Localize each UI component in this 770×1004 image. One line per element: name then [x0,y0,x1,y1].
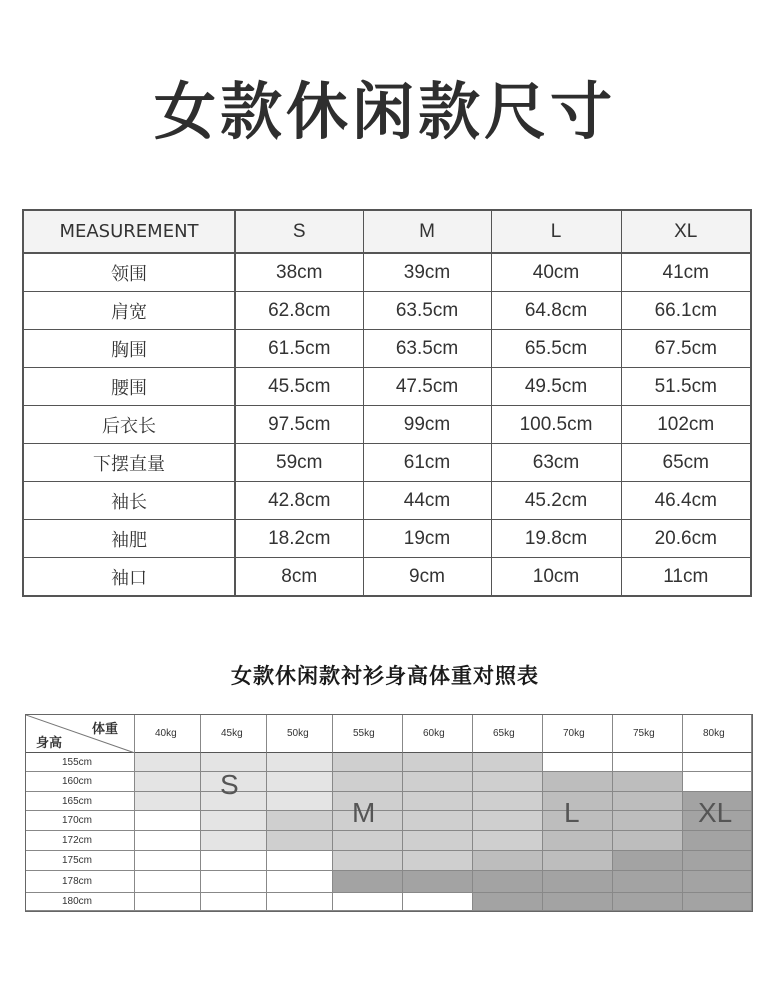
weight-header-label: 45kg [221,728,243,739]
weight-header-cell [201,715,267,753]
size-cell-empty [201,851,267,871]
corner-weight-label: 体重 [91,722,118,737]
height-header-label: 178cm [62,876,93,887]
height-header-label: 160cm [62,776,93,787]
measurement-value: 47.5cm [363,368,491,406]
size-cell-l [473,851,543,871]
size-cell-empty [333,893,403,911]
header-size: S [235,210,363,253]
size-cell-m [473,753,543,772]
size-cell-s [135,792,201,811]
corner-height-label: 身高 [36,736,63,751]
height-header-label: 165cm [62,796,93,807]
measurement-label: 袖长 [23,482,235,520]
size-cell-s [201,811,267,831]
size-cell-m [403,811,473,831]
size-cell-s [201,831,267,851]
size-cell-xl [683,851,752,871]
size-cell-xl [613,851,683,871]
measurement-value: 11cm [621,558,751,597]
size-cell-s [267,772,333,792]
size-cell-xl [543,871,613,893]
size-cell-empty [201,871,267,893]
table-row [23,558,751,597]
height-header-cell [26,792,135,811]
weight-header-cell [683,715,752,753]
size-cell-m [403,831,473,851]
height-header-cell [26,753,135,772]
size-cell-xl [403,871,473,893]
weight-header-cell [333,715,403,753]
size-cell-empty [135,811,201,831]
height-header-cell [26,893,135,911]
weight-header-label: 75kg [633,728,655,739]
measurement-value: 44cm [363,482,491,520]
measurement-value: 51.5cm [621,368,751,406]
table-row [23,292,751,330]
page-title: 女款休闲款尺寸 [153,75,616,148]
size-cell-empty [683,772,752,792]
size-cell-empty [267,851,333,871]
height-header-label: 155cm [62,757,93,768]
measurement-value: 62.8cm [235,292,363,330]
header-size: L [491,210,621,253]
size-cell-empty [403,893,473,911]
size-cell-xl [683,871,752,893]
measurement-label: 腰围 [23,368,235,406]
size-table [22,209,752,597]
size-cell-xl [473,871,543,893]
weight-header-cell [613,715,683,753]
size-cell-m [267,831,333,851]
weight-header-cell [135,715,201,753]
measurement-label: 袖肥 [23,520,235,558]
size-cell-m [403,753,473,772]
height-header-label: 170cm [62,815,93,826]
size-cell-xl [683,831,752,851]
size-cell-m [473,772,543,792]
weight-header-label: 60kg [423,728,445,739]
measurement-value: 40cm [491,253,621,292]
measurement-value: 97.5cm [235,406,363,444]
weight-header-label: 65kg [493,728,515,739]
size-cell-empty [135,893,201,911]
measurement-value: 45.2cm [491,482,621,520]
weight-header-label: 50kg [287,728,309,739]
measurement-value: 39cm [363,253,491,292]
size-cell-m [403,792,473,811]
size-cell-xl [613,871,683,893]
size-cell-xl [473,893,543,911]
measurement-value: 10cm [491,558,621,597]
size-cell-m [267,811,333,831]
table-row [23,520,751,558]
measurement-value: 41cm [621,253,751,292]
size-cell-m [473,831,543,851]
table-row [23,330,751,368]
size-cell-m [333,753,403,772]
weight-header-label: 55kg [353,728,375,739]
height-header-cell [26,772,135,792]
measurement-value: 18.2cm [235,520,363,558]
size-cell-xl [333,871,403,893]
size-cell-m [403,772,473,792]
zone-label-m: M [352,797,376,828]
height-header-label: 172cm [62,835,93,846]
size-cell-empty [135,871,201,893]
zone-label-l: L [564,797,580,828]
weight-header-label: 70kg [563,728,585,739]
height-header-cell [26,871,135,893]
measurement-value: 19.8cm [491,520,621,558]
measurement-value: 9cm [363,558,491,597]
header-size: XL [621,210,751,253]
measurement-value: 102cm [621,406,751,444]
size-cell-empty [135,831,201,851]
chart-title: 女款休闲款衬衫身高体重对照表 [231,664,539,688]
measurement-value: 61cm [363,444,491,482]
size-cell-empty [201,893,267,911]
measurement-label: 后衣长 [23,406,235,444]
measurement-value: 65.5cm [491,330,621,368]
size-cell-m [333,851,403,871]
measurement-value: 38cm [235,253,363,292]
header-measurement: MEASUREMENT [23,210,235,253]
measurement-value: 100.5cm [491,406,621,444]
weight-header-label: 80kg [703,728,725,739]
height-header-cell [26,811,135,831]
size-cell-s [267,792,333,811]
size-cell-empty [267,893,333,911]
size-cell-m [473,811,543,831]
size-cell-xl [683,893,752,911]
measurement-value: 61.5cm [235,330,363,368]
size-cell-s [135,753,201,772]
weight-header-cell [543,715,613,753]
weight-header-cell [267,715,333,753]
size-cell-l [613,792,683,811]
measurement-value: 59cm [235,444,363,482]
size-cell-xl [613,893,683,911]
measurement-label: 下摆直量 [23,444,235,482]
measurement-value: 42.8cm [235,482,363,520]
size-cell-l [613,831,683,851]
chart-corner-cell [26,715,135,753]
measurement-label: 袖口 [23,558,235,597]
table-row [23,482,751,520]
size-cell-empty [613,753,683,772]
size-cell-empty [267,871,333,893]
height-header-label: 175cm [62,855,93,866]
size-cell-empty [683,753,752,772]
measurement-value: 49.5cm [491,368,621,406]
table-row [23,368,751,406]
size-cell-l [543,772,613,792]
size-table-header-row [23,210,751,253]
size-cell-m [333,772,403,792]
measurement-value: 46.4cm [621,482,751,520]
measurement-value: 99cm [363,406,491,444]
header-size: M [363,210,491,253]
measurement-value: 64.8cm [491,292,621,330]
zone-label-xl: XL [698,797,733,828]
measurement-value: 63cm [491,444,621,482]
size-cell-l [543,851,613,871]
measurement-value: 20.6cm [621,520,751,558]
size-cell-s [135,772,201,792]
height-header-cell [26,851,135,871]
size-cell-l [613,772,683,792]
weight-header-cell [473,715,543,753]
size-cell-empty [543,753,613,772]
measurement-value: 63.5cm [363,330,491,368]
weight-header-cell [403,715,473,753]
height-header-cell [26,831,135,851]
size-cell-l [543,831,613,851]
measurement-label: 胸围 [23,330,235,368]
measurement-value: 19cm [363,520,491,558]
size-cell-m [333,831,403,851]
table-row [23,406,751,444]
size-cell-m [473,792,543,811]
size-cell-m [403,851,473,871]
height-weight-chart [25,714,753,912]
size-cell-l [613,811,683,831]
table-row [23,444,751,482]
size-cell-xl [543,893,613,911]
measurement-label: 领围 [23,253,235,292]
measurement-value: 63.5cm [363,292,491,330]
measurement-value: 45.5cm [235,368,363,406]
size-cell-s [267,753,333,772]
measurement-value: 67.5cm [621,330,751,368]
measurement-value: 8cm [235,558,363,597]
measurement-label: 肩宽 [23,292,235,330]
measurement-value: 66.1cm [621,292,751,330]
size-cell-empty [135,851,201,871]
weight-header-label: 40kg [155,728,177,739]
zone-label-s: S [220,769,239,800]
measurement-value: 65cm [621,444,751,482]
table-row [23,253,751,292]
height-header-label: 180cm [62,896,93,907]
